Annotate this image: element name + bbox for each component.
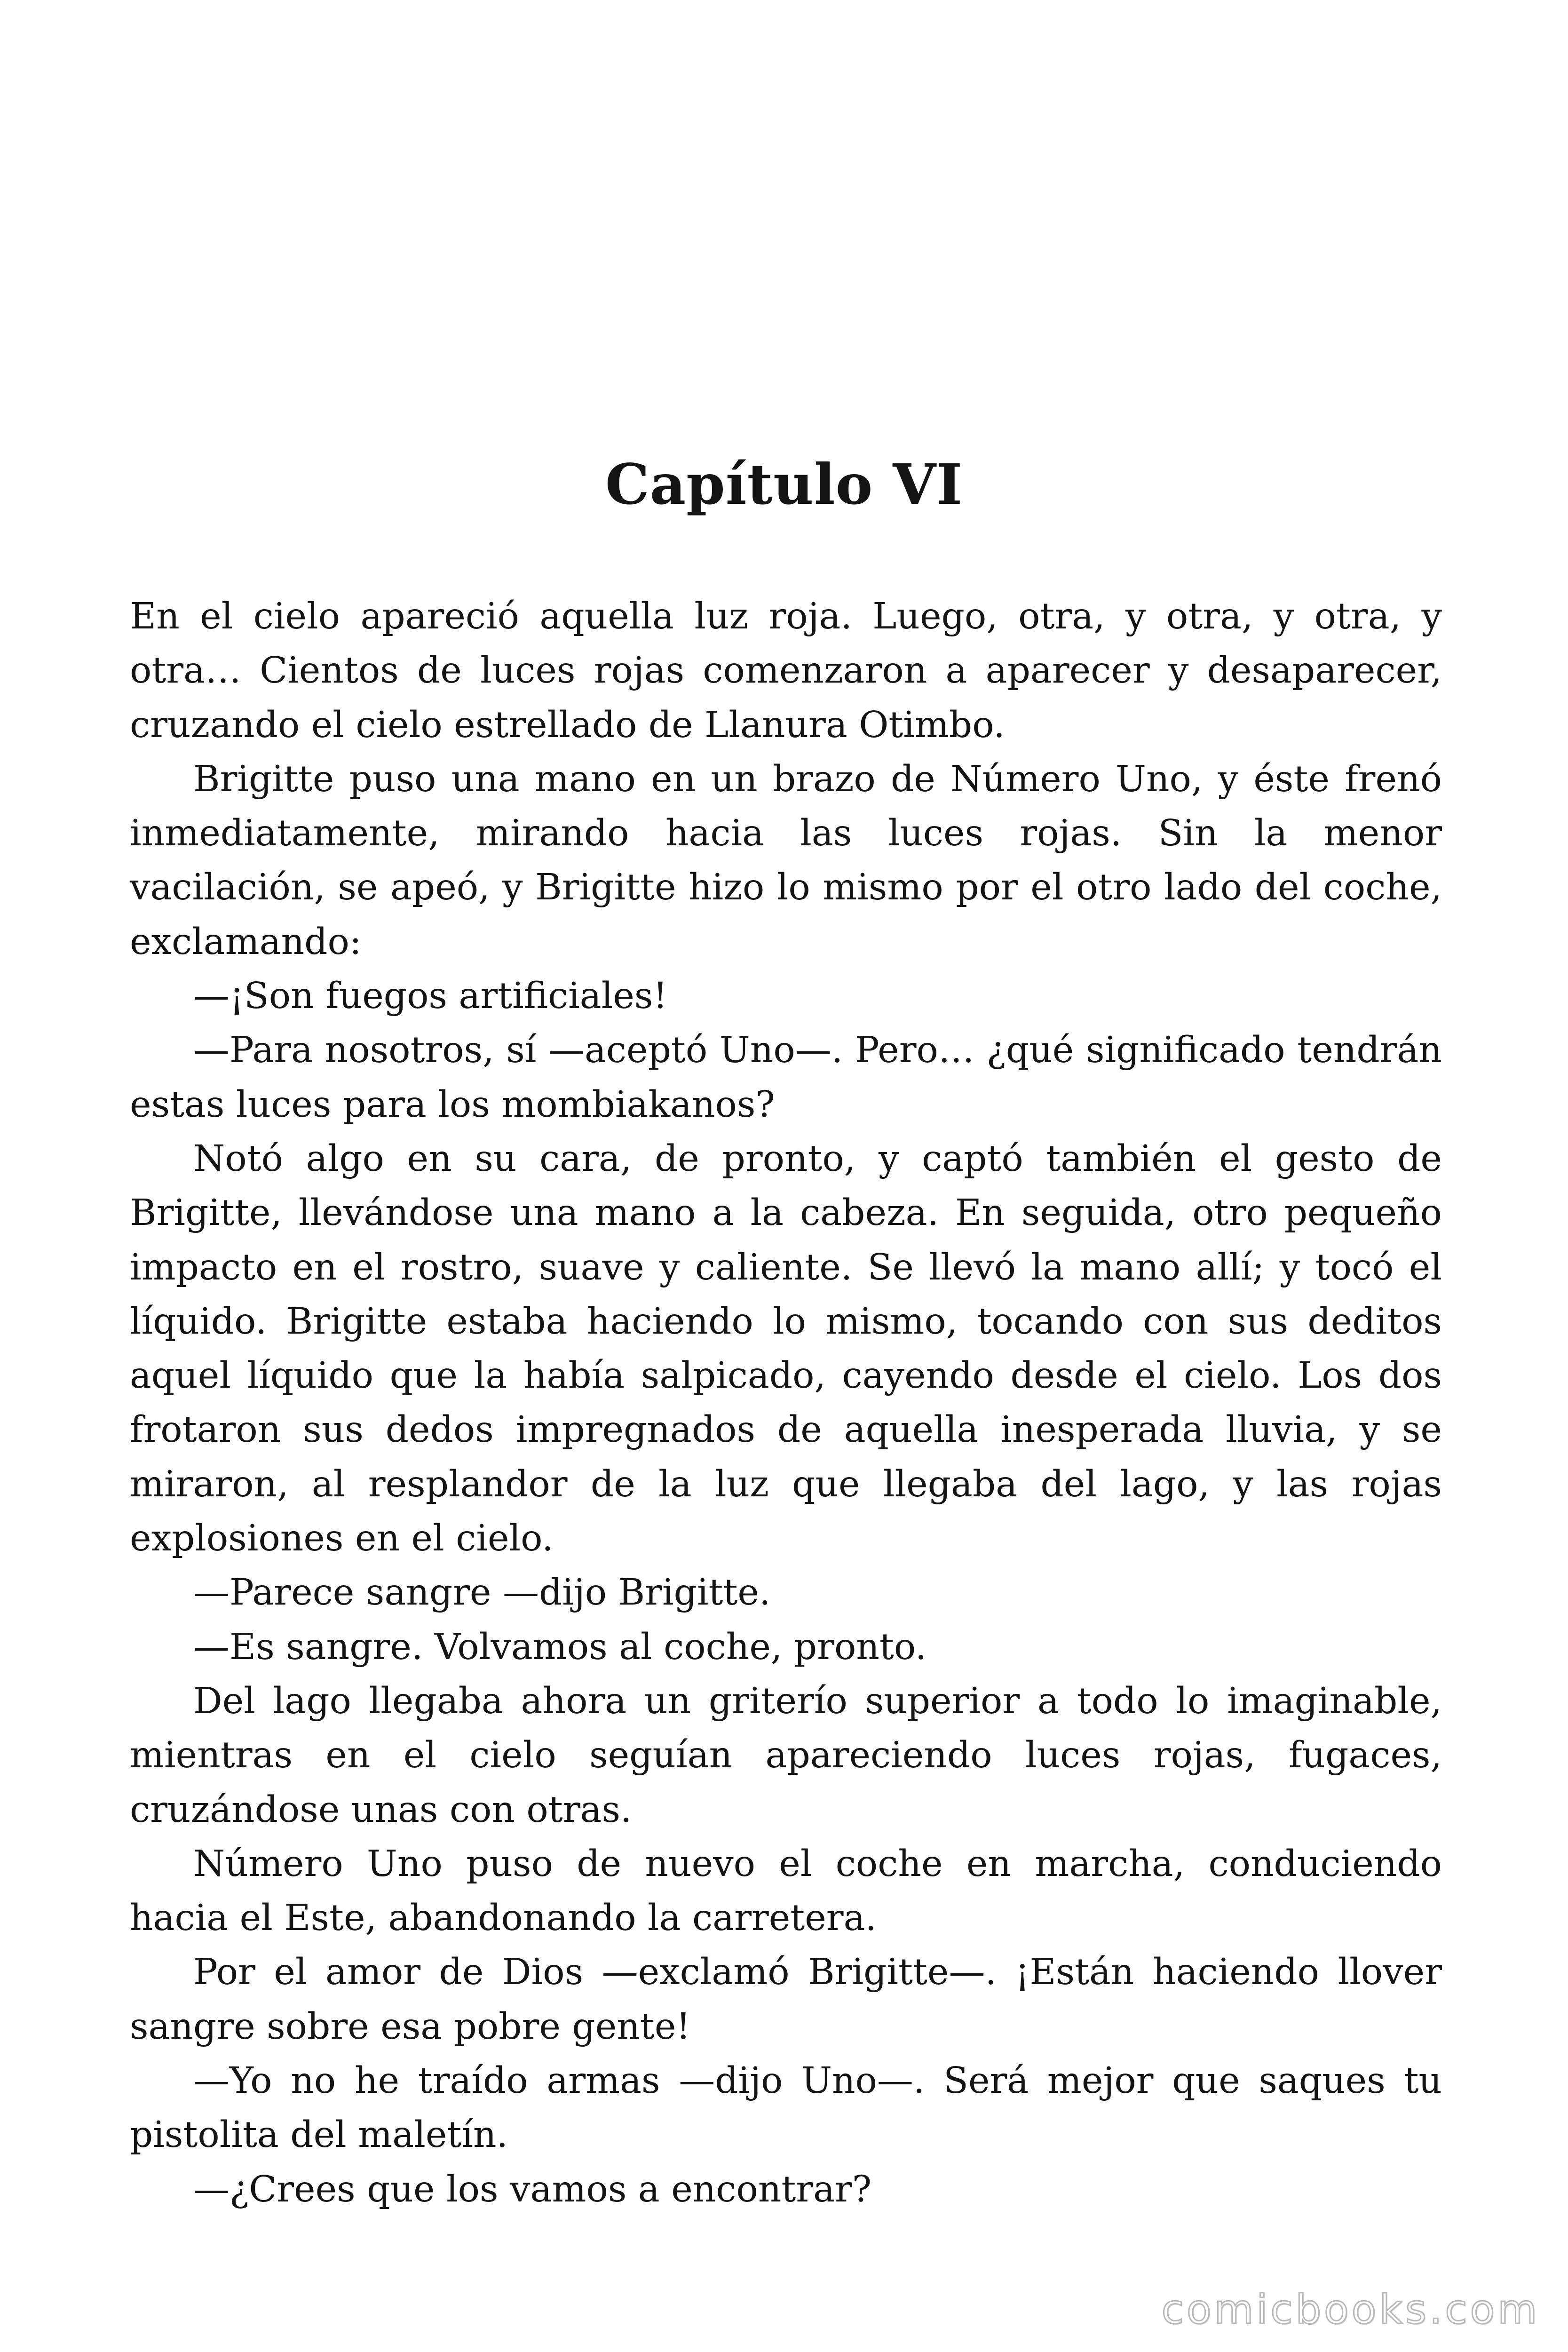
paragraph: —Es sangre. Volvamos al coche, pronto.: [193, 1626, 927, 1668]
paragraph: Brigitte puso una mano en un brazo de Número Uno, y éste frenó inmediatamente, mirando hacia las luces rojas. Sin la menor vacilación, se apeó, y Brigitte hizo lo mismo por el otro lado del coche, exclamando:: [130, 758, 1442, 963]
chapter-body: [130, 589, 1442, 2217]
paragraph: En el cielo apareció aquella luz roja. Luego, otra, y otra, y otra, y otra… Cientos de luces rojas comenzaron a aparecer y desaparecer, cruzando el cielo estrellado de Llanura Otimbo.: [130, 596, 1442, 746]
paragraph: Notó algo en su cara, de pronto, y captó también el gesto de Brigitte, llevándose una mano a la cabeza. En seguida, otro pequeño impacto en el rostro, suave y caliente. Se llevó la mano allí; y tocó el líquido. Brigitte estaba haciendo lo mismo, tocando con sus deditos aquel líquido que la había salpicado, cayendo desde el cielo. Los dos frotaron sus dedos impregnados de aquella inesperada lluvia, y se miraron, al resplandor de la luz que llegaba del lago, y las rojas explosiones en el cielo.: [130, 1137, 1442, 1560]
watermark: comicbooks.com: [1161, 2286, 1540, 2333]
paragraph: Número Uno puso de nuevo el coche en marcha, conduciendo hacia el Este, abandonando la carretera.: [130, 1843, 1442, 1939]
paragraph: —¡Son fuegos artificiales!: [193, 975, 668, 1017]
paragraph: —Parece sangre —dijo Brigitte.: [193, 1572, 771, 1614]
paragraph: Del lago llegaba ahora un griterío superior a todo lo imaginable, mientras en el cielo seguían apareciendo luces rojas, fugaces, cruzándose unas con otras.: [130, 1680, 1442, 1831]
paragraph: —Para nosotros, sí —aceptó Uno—. Pero… ¿qué significado tendrán estas luces para los mombiakanos?: [130, 1029, 1442, 1126]
paragraph: —Yo no he traído armas —dijo Uno—. Será mejor que saques tu pistolita del maletín.: [130, 2060, 1442, 2156]
paragraph: Por el amor de Dios —exclamó Brigitte—. ¡Están haciendo llover sangre sobre esa pobre gente!: [130, 1951, 1442, 2048]
paragraph: —¿Crees que los vamos a encontrar?: [193, 2168, 872, 2210]
chapter-title: Capítulo VI: [605, 452, 963, 517]
